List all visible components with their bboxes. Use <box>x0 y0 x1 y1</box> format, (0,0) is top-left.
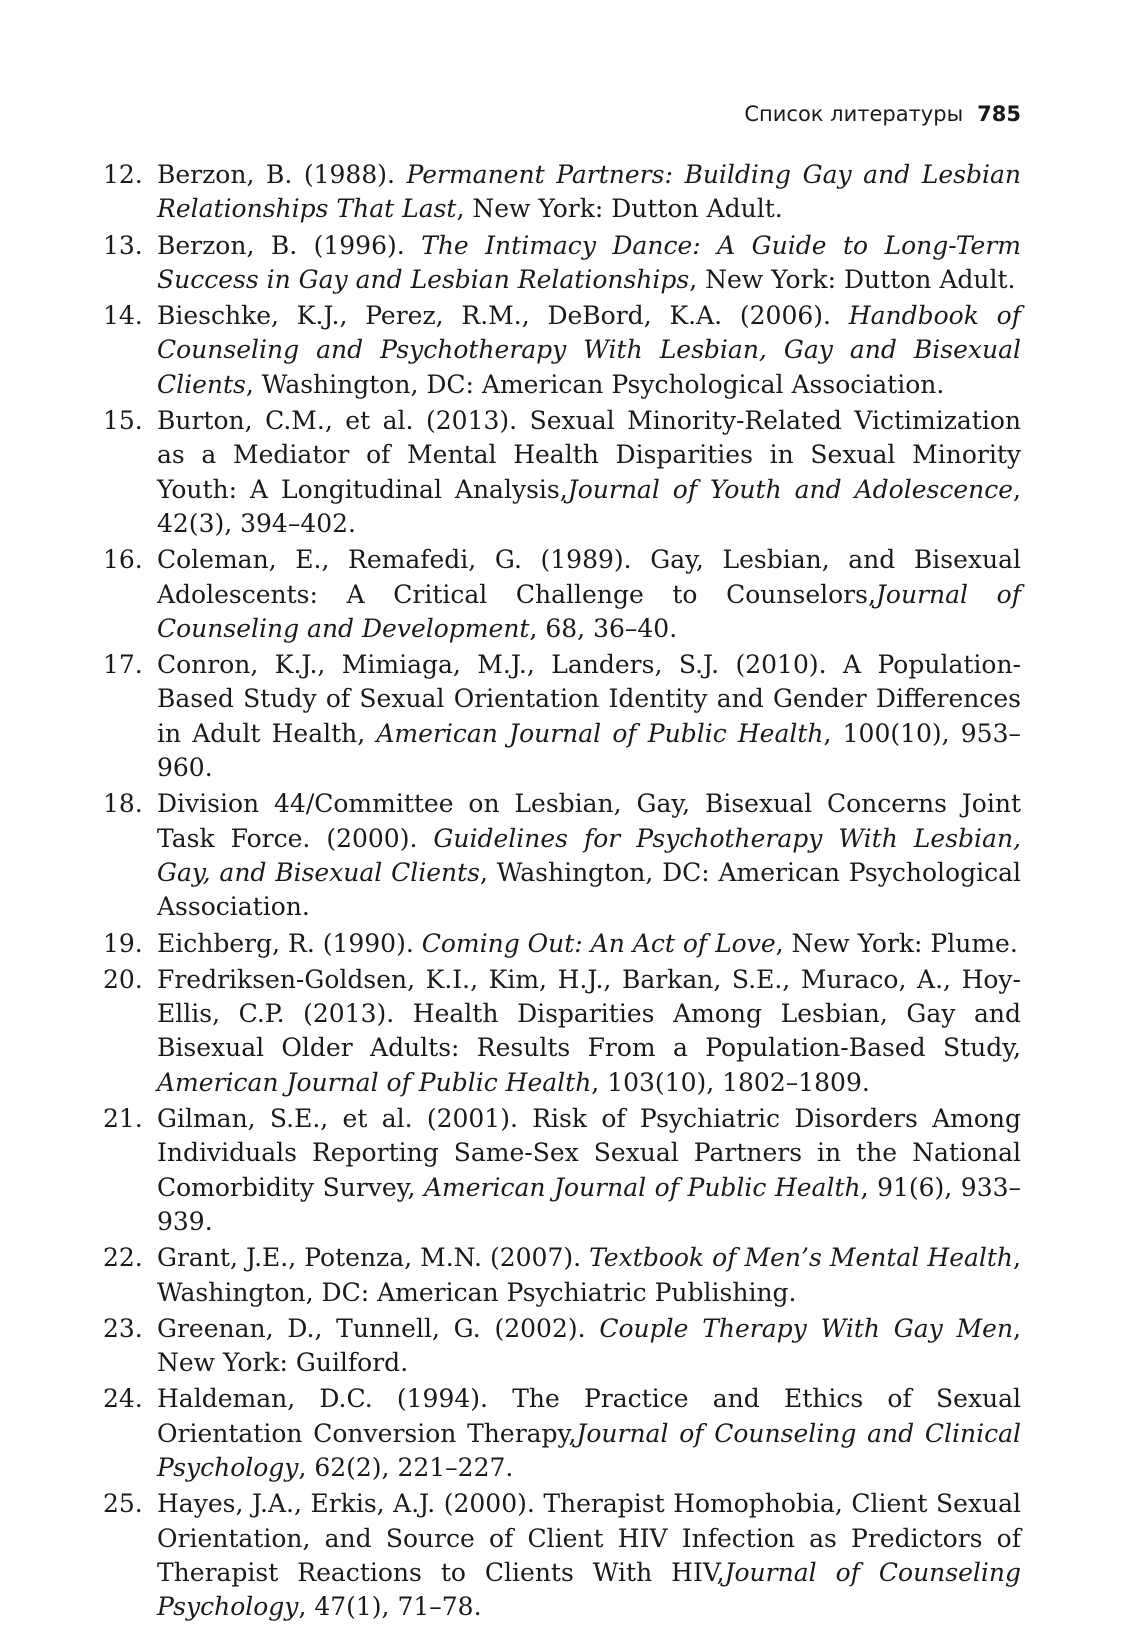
reference-text: Conron, K.J., Mimiaga, M.J., Landers, S.J. (2010). A Population-Based Study of Sexual Orientation Identity and Gender Differences in Adult Health, <box>157 650 1021 748</box>
journal-title: Journal of Counseling and Clinical Psychology <box>157 1418 1021 1482</box>
reference-number: 22. <box>103 1243 143 1273</box>
reference-list <box>103 158 1021 1626</box>
reference-text: Bieschke, K.J., Perez, R.M., DeBord, K.A. (2006). <box>157 301 849 331</box>
reference-source: , 68, 36–40. <box>529 613 678 643</box>
reference-item <box>103 1382 1021 1485</box>
reference-source: , New York: Dutton Adult. <box>456 194 783 224</box>
reference-text: Burton, C.M., et al. (2013). Sexual Minority-Related Victimization as a Mediator of Mental Health Disparities in Sexual Minority Youth: A Longitudinal Analysis, <box>157 406 1021 504</box>
reference-title: Guidelines for Psychotherapy With Lesbian, Gay, and Bisexual Clients <box>157 823 1021 887</box>
reference-item <box>103 229 1021 298</box>
journal-title: Journal of Counseling Psychology <box>157 1557 1021 1622</box>
reference-title: Coming Out: An Act of Love <box>421 928 776 958</box>
reference-number: 25. <box>103 1489 143 1519</box>
reference-title: The Intimacy Dance: A Guide to Long-Term Success in Gay and Lesbian Relationships <box>157 230 1021 294</box>
journal-title: Journal of Counseling and Development <box>157 579 1021 643</box>
reference-source: , 91(6), 933–939. <box>157 1172 1022 1236</box>
reference-source: , 62(2), 221–227. <box>298 1452 514 1482</box>
page-number: 785 <box>977 102 1021 126</box>
reference-item <box>103 648 1021 785</box>
reference-source: , New York: Dutton Adult. <box>689 264 1016 294</box>
reference-item <box>103 1102 1021 1239</box>
reference-text: Berzon, B. (1996). <box>157 230 422 260</box>
reference-number: 14. <box>103 301 143 331</box>
reference-number: 24. <box>103 1384 143 1414</box>
reference-item <box>103 963 1021 1100</box>
reference-text: Division 44/Committee on Lesbian, Gay, Bisexual Concerns Joint Task Force. (2000). <box>157 789 1021 853</box>
reference-item <box>103 927 1021 961</box>
reference-text: Grant, J.E., Potenza, M.N. (2007). <box>157 1243 590 1273</box>
reference-item <box>103 787 1021 924</box>
reference-source: , Washington, DC: American Psychological Association. <box>245 369 945 399</box>
journal-title: American Journal of Public Health <box>376 718 824 748</box>
running-head-title: Список литературы <box>744 102 964 126</box>
running-head <box>744 100 1021 128</box>
reference-item <box>103 299 1021 402</box>
reference-text: Haldeman, D.C. (1994). The Practice and Ethics of Sexual Orientation Conversion Therapy, <box>157 1384 1021 1448</box>
reference-source: , 100(10), 953–960. <box>157 718 1021 783</box>
reference-source: , 47(1), 71–78. <box>298 1592 482 1622</box>
reference-text: Gilman, S.E., et al. (2001). Risk of Psychiatric Disorders Among Individuals Reporting Same-Sex Sexual Partners in the National Comorbidity Survey, <box>157 1104 1021 1202</box>
reference-title: Handbook of Counseling and Psychotherapy With Lesbian, Gay and Bisexual Clients <box>157 301 1021 399</box>
reference-number: 20. <box>103 964 143 994</box>
reference-source: , 103(10), 1802–1809. <box>591 1067 870 1097</box>
reference-source: , Washington, DC: American Psychological Association. <box>157 857 1021 922</box>
reference-number: 23. <box>103 1313 143 1343</box>
reference-number: 15. <box>103 406 143 436</box>
reference-item <box>103 543 1021 646</box>
reference-text: Greenan, D., Tunnell, G. (2002). <box>157 1313 600 1343</box>
reference-number: 18. <box>103 789 143 819</box>
reference-number: 16. <box>103 545 143 575</box>
reference-source: , New York: Guilford. <box>157 1313 1021 1378</box>
reference-item <box>103 158 1021 227</box>
journal-title: American Journal of Public Health <box>157 1067 592 1097</box>
reference-title: Textbook of Men’s Mental Health <box>589 1243 1014 1273</box>
reference-title: Couple Therapy With Gay Men <box>599 1313 1014 1343</box>
reference-item <box>103 1312 1021 1381</box>
journal-title: Journal of Youth and Adolescence <box>567 474 1014 504</box>
journal-title: American Journal of Public Health <box>423 1172 861 1202</box>
reference-number: 17. <box>103 650 143 680</box>
reference-text: Coleman, E., Remafedi, G. (1989). Gay, Lesbian, and Bisexual Adolescents: A Critical Challenge to Counselors, <box>157 545 1021 609</box>
reference-number: 19. <box>103 928 143 958</box>
reference-text: Fredriksen-Goldsen, K.I., Kim, H.J., Barkan, S.E., Muraco, A., Hoy-Ellis, C.P. (2013). Health Disparities Among Lesbian, Gay and Bisexual Older Adults: Results From a Population-Based Study, <box>157 964 1021 1063</box>
reference-number: 21. <box>103 1104 143 1134</box>
reference-item <box>103 1487 1021 1624</box>
reference-source: , 42(3), 394–402. <box>157 474 1021 538</box>
reference-title: Permanent Partners: Building Gay and Lesbian Relationships That Last <box>157 160 1021 224</box>
reference-text: Eichberg, R. (1990). <box>157 928 422 958</box>
reference-text: Berzon, B. (1988). <box>157 160 407 189</box>
reference-number: 12. <box>103 160 143 189</box>
reference-number: 13. <box>103 230 143 260</box>
reference-text: Hayes, J.A., Erkis, A.J. (2000). Therapist Homophobia, Client Sexual Orientation, and Source of Client HIV Infection as Predictors of Therapist Reactions to Clients With HIV, <box>157 1489 1021 1587</box>
reference-source: , Washington, DC: American Psychiatric Publishing. <box>157 1243 1021 1307</box>
reference-item <box>103 404 1021 541</box>
reference-item <box>103 1241 1021 1310</box>
reference-source: , New York: Plume. <box>775 928 1018 958</box>
